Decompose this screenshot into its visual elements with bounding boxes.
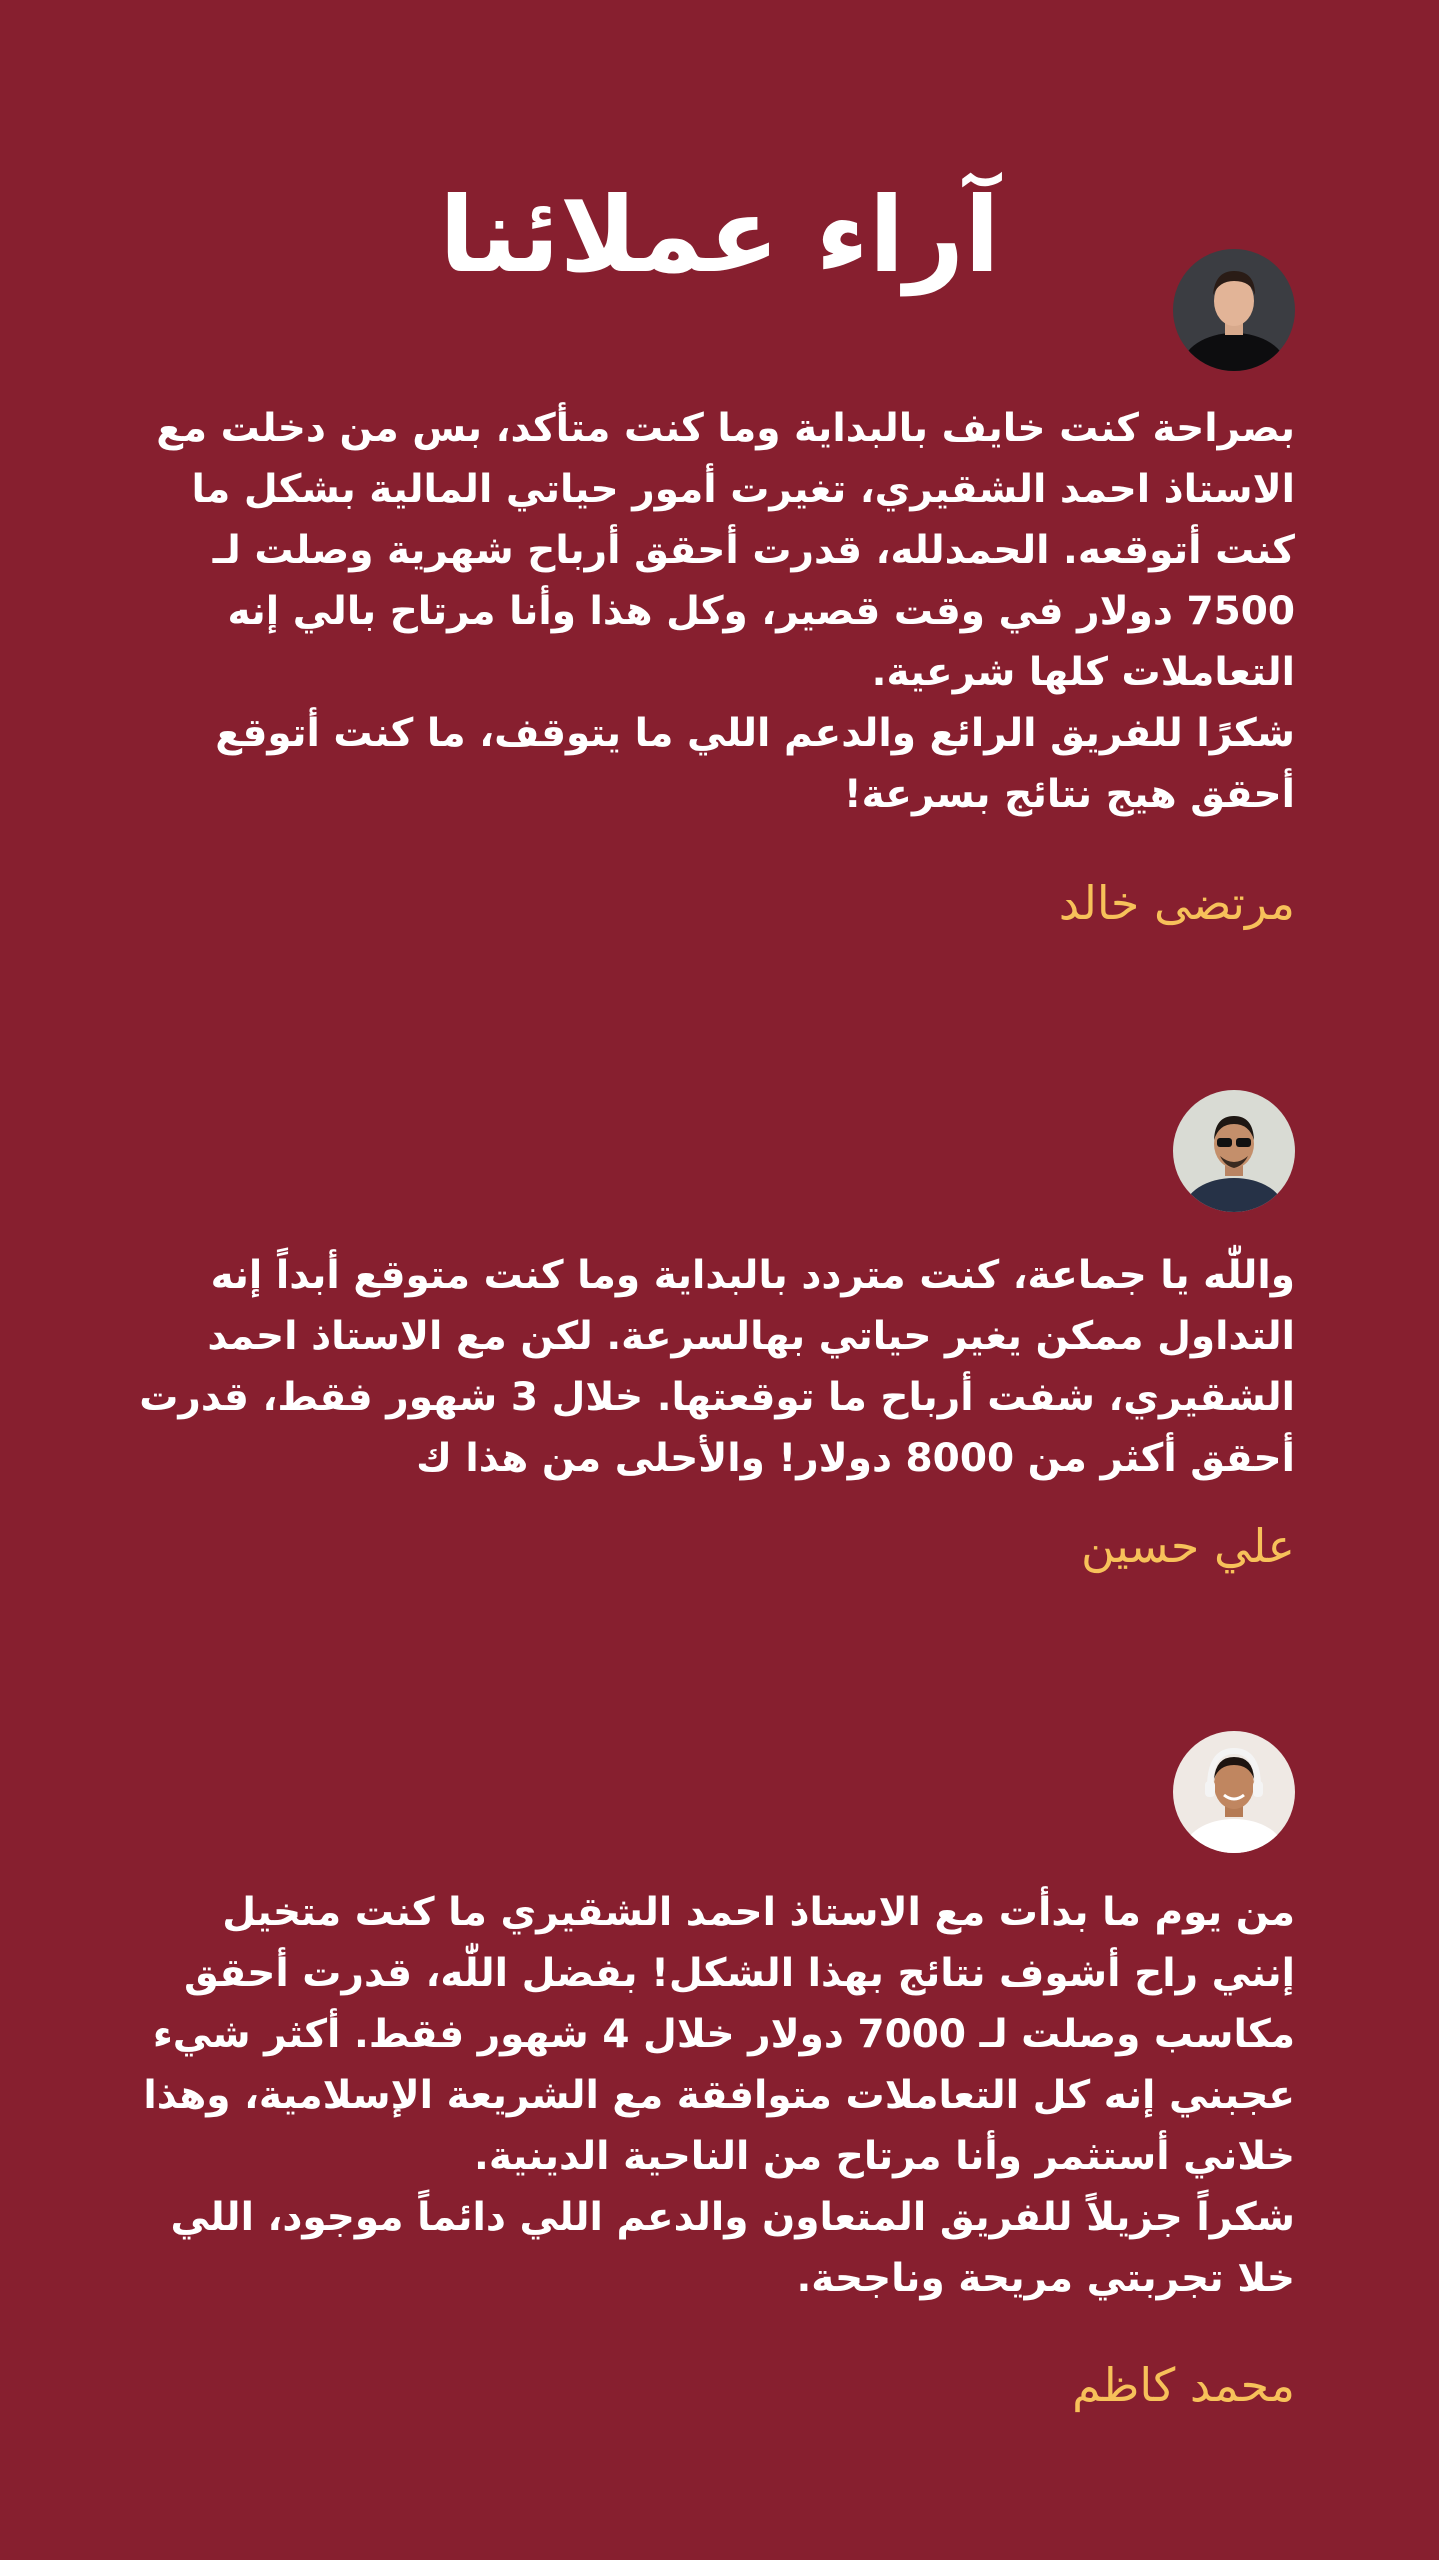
- testimonial-text-1: بصراحة كنت خايف بالبداية وما كنت متأكد، بس من دخلت مع الاستاذ احمد الشقيري، تغيرت أمور حياتي المالية بشكل ما كنت أتوقعه. الحمدلله، قدرت أحقق أرباح شهرية وصلت لـ 7500 دولار في وقت قصير، وكل هذا وأنا مرتاح بالي إنه التعاملات كلها شرعية. شكرًا للفريق الرائع والدعم اللي ما يتوقف، ما كنت أتوقع أحقق هيج نتائج بسرعة!: [156, 406, 1295, 817]
- testimonial-text-3: من يوم ما بدأت مع الاستاذ احمد الشقيري ما كنت متخيل إنني راح أشوف نتائج بهذا الشكل! بفضل اللّٰه، قدرت أحقق مكاسب وصلت لـ 7000 دولار خلال 4 شهور فقط. أكثر شيء عجبني إنه كل التعاملات متوافقة مع الشريعة الإسلامية، وهذا خلاني أستثمر وأنا مرتاح من الناحية الدينية. شكراً جزيلاً للفريق المتعاون والدعم اللي دائماً موجود، اللي خلا تجربتي مريحة وناجحة.: [143, 1890, 1295, 2301]
- testimonial-author-1: مرتضى خالد: [1058, 876, 1295, 930]
- testimonial-author-2: علي حسين: [1080, 1519, 1295, 1573]
- page-title: آراء عملائنا: [439, 173, 1000, 296]
- avatar-murtada: [1173, 249, 1295, 371]
- person-headphones-icon: [1173, 1731, 1295, 1853]
- person-avatar-icon: [1173, 249, 1295, 371]
- testimonial-text-2: واللّٰه يا جماعة، كنت متردد بالبداية وما كنت متوقع أبداً إنه التداول ممكن يغير حياتي بهالسرعة. لكن مع الاستاذ احمد الشقيري، شفت أرباح ما توقعتها. خلال 3 شهور فقط، قدرت أحقق أكثر من 8000 دولار! والأحلى من هذا ك: [139, 1253, 1295, 1481]
- avatar-mohammed: [1173, 1731, 1295, 1853]
- person-sunglasses-icon: [1173, 1090, 1295, 1212]
- avatar-ali: [1173, 1090, 1295, 1212]
- testimonial-author-3: محمد كاظم: [1072, 2358, 1295, 2412]
